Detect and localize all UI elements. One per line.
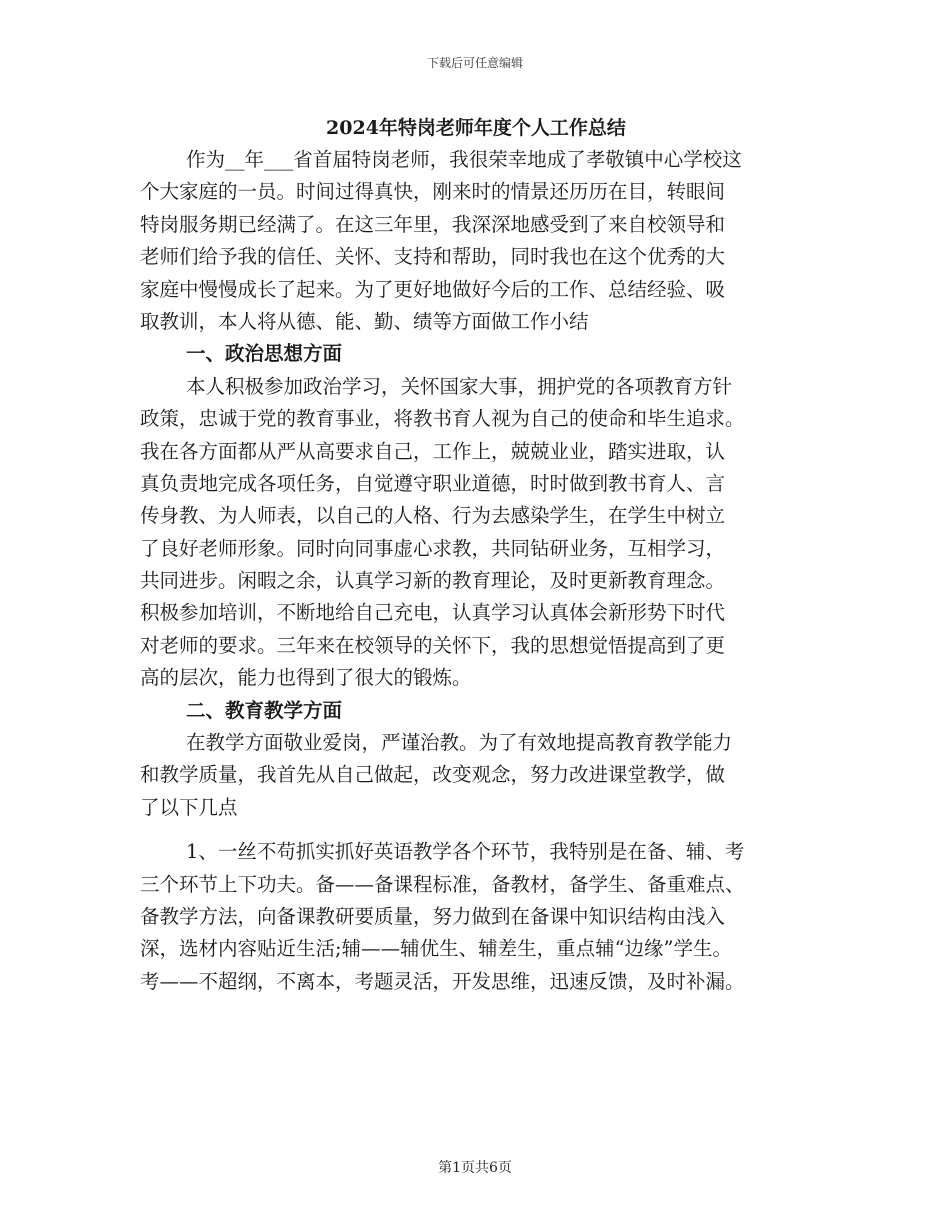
paragraph-line: 了良好老师形象。同时向同事虚心求教，共同钻研业务，互相学习， bbox=[140, 536, 726, 560]
paragraph-line: 考——不超纲，不离本，考题灵活，开发思维，迅速反馈，及时补漏。 bbox=[140, 969, 745, 993]
paragraph-line: 共同进步。闲暇之余，认真学习新的教育理论，及时更新教育理念。 bbox=[140, 569, 726, 593]
paragraph-line: 在教学方面敬业爱岗，严谨治教。为了有效地提高教育教学能力 bbox=[186, 731, 733, 755]
paragraph-line: 传身教、为人师表，以自己的人格、行为去感染学生，在学生中树立 bbox=[140, 504, 726, 528]
paragraph-line: 老师们给予我的信任、关怀、支持和帮助，同时我也在这个优秀的大 bbox=[140, 245, 726, 269]
document-body bbox=[140, 112, 812, 998]
paragraph-line: 我在各方面都从严从高要求自己，工作上，兢兢业业，踏实进取，认 bbox=[140, 439, 726, 463]
section-heading-teaching: 二、教育教学方面 bbox=[186, 698, 343, 722]
document-title: 2024年特岗老师年度个人工作总结 bbox=[326, 117, 626, 139]
paragraph-line: 积极参加培训，不断地给自己充电，认真学习认真体会新形势下时代 bbox=[140, 601, 726, 625]
paragraph-line: 取教训，本人将从德、能、勤、绩等方面做工作小结 bbox=[140, 309, 589, 333]
paragraph-line: 本人积极参加政治学习，关怀国家大事，拥护党的各项教育方针 bbox=[186, 374, 733, 398]
header-note: 下载后可任意编辑 bbox=[426, 56, 523, 70]
paragraph-line: 和教学质量，我首先从自己做起，改变观念，努力改进课堂教学，做 bbox=[140, 763, 726, 787]
paragraph-line: 对老师的要求。三年来在校领导的关怀下，我的思想觉悟提高到了更 bbox=[140, 633, 726, 657]
paragraph-line: 特岗服务期已经满了。在这三年里，我深深地感受到了来自校领导和 bbox=[140, 212, 726, 236]
paragraph-line: 1、一丝不苟抓实抓好英语教学各个环节，我特别是在备、辅、考 bbox=[186, 840, 745, 864]
paragraph-line: 备教学方法，向备课教研要质量，努力做到在备课中知识结构由浅入 bbox=[140, 904, 726, 928]
page-footer: 第1页共6页 bbox=[438, 1160, 512, 1176]
paragraph-line: 真负责地完成各项任务，自觉遵守职业道德，时时做到教书育人、言 bbox=[140, 471, 726, 495]
paragraph-line: 三个环节上下功夫。备——备课程标准，备教材，备学生、备重难点、 bbox=[140, 872, 745, 896]
paragraph-line: 政策，忠诚于党的教育事业，将教书育人视为自己的使命和毕生追求。 bbox=[140, 407, 745, 431]
paragraph-line: 作为__年___省首届特岗老师，我很荣幸地成了孝敬镇中心学校这 bbox=[186, 148, 742, 171]
paragraph-line: 高的层次，能力也得到了很大的锻炼。 bbox=[140, 666, 472, 690]
section-heading-political: 一、政治思想方面 bbox=[186, 342, 343, 366]
paragraph-gap bbox=[140, 824, 812, 836]
paragraph-line: 家庭中慢慢成长了起来。为了更好地做好今后的工作、总结经验、吸 bbox=[140, 277, 726, 301]
paragraph-line: 了以下几点 bbox=[140, 795, 238, 819]
paragraph-line: 深，选材内容贴近生活;辅——辅优生、辅差生，重点辅“边缘”学生。 bbox=[140, 937, 733, 961]
paragraph-line: 个大家庭的一员。时间过得真快，刚来时的情景还历历在目，转眼间 bbox=[140, 180, 726, 204]
